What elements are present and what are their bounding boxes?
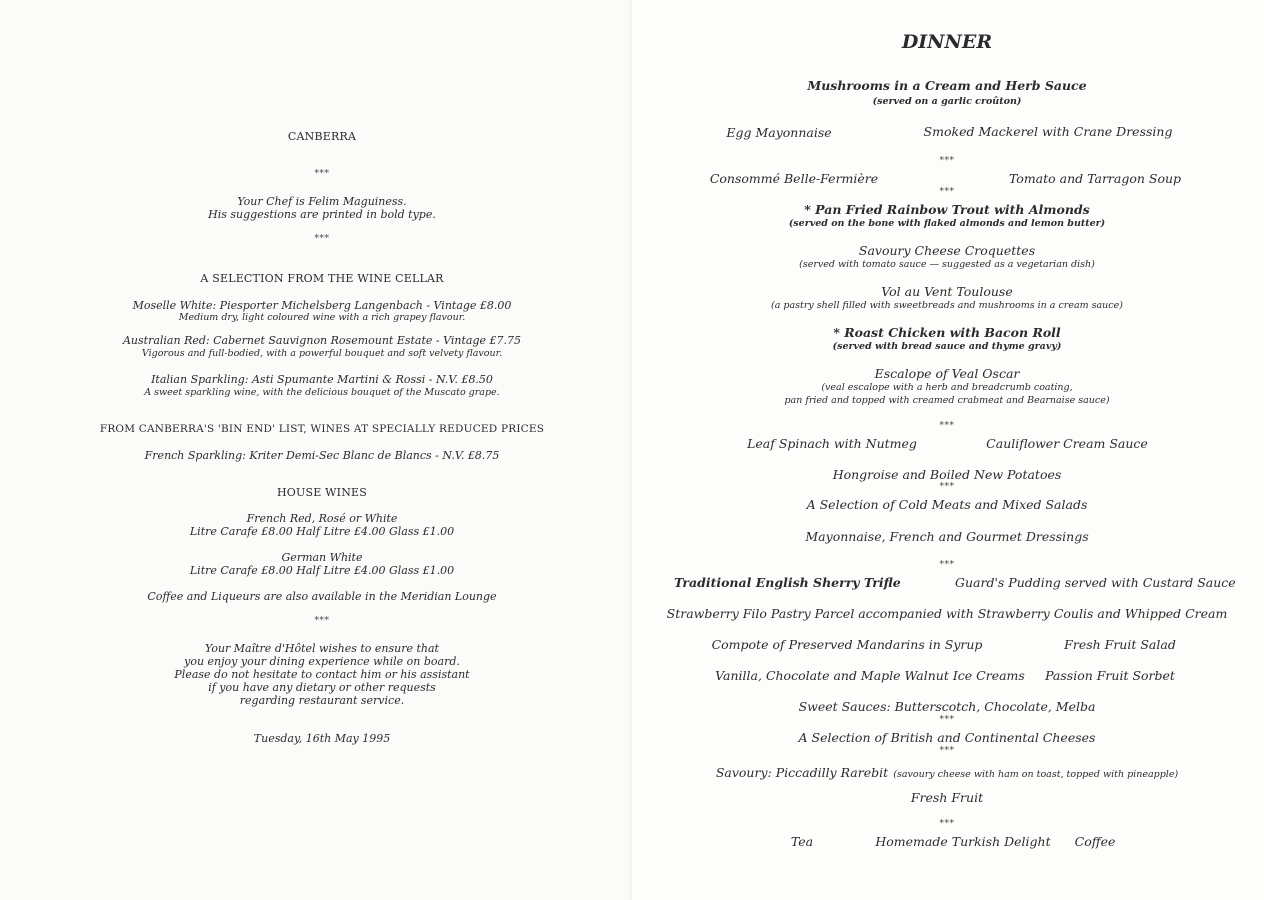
house-german-name: German White [281, 551, 363, 564]
menu-item: Leaf Spinach with Nutmeg [747, 436, 917, 451]
chef-line-1: Your Chef is Felim Maguiness. [237, 195, 407, 208]
separator: *** [939, 482, 955, 492]
maitre-line: Please do not hesitate to contact him or his assistant [174, 668, 470, 681]
bin-end-wine: French Sparkling: Kriter Demi-Sec Blanc de Blancs - N.V. £8.75 [144, 449, 500, 462]
maitre-line: you enjoy your dining experience while on board. [184, 655, 460, 668]
menu-item: Strawberry Filo Pastry Parcel accompanied with Strawberry Coulis and Whipped Cream [666, 606, 1228, 621]
separator: *** [939, 421, 955, 431]
house-german-prices: Litre Carafe £8.00 Half Litre £4.00 Glass £1.00 [189, 564, 455, 577]
menu-item: Savoury Cheese Croquettes [858, 243, 1036, 258]
menu-item-note: pan fried and topped with creamed crabmeat and Bearnaise sauce) [784, 395, 1110, 406]
wine-name: Moselle White: Piesporter Michelsberg Langenbach - Vintage £8.00 [132, 299, 512, 312]
menu-item: Egg Mayonnaise [726, 125, 832, 140]
wine-description: Medium dry, light coloured wine with a rich grapey flavour. [178, 312, 466, 323]
house-wines-heading: HOUSE WINES [277, 486, 367, 499]
menu-item: Savoury: Piccadilly Rarebit [715, 765, 889, 780]
menu-item-note: (served with bread sauce and thyme gravy) [832, 341, 1062, 352]
separator: *** [939, 746, 955, 756]
chef-suggestion-item: Traditional English Sherry Trifle [674, 575, 901, 590]
separator: *** [939, 819, 955, 829]
menu-item-note: (a pastry shell filled with sweetbreads and mushrooms in a cream sauce) [771, 300, 1123, 311]
coffee-note: Coffee and Liqueurs are also available in the Meridian Lounge [147, 590, 497, 603]
wine-description: A sweet sparkling wine, with the delicious bouquet of the Muscato grape. [144, 387, 500, 398]
wine-name: Italian Sparkling: Asti Spumante Martini & Rossi - N.V. £8.50 [151, 373, 493, 386]
menu-item: A Selection of Cold Meats and Mixed Salads [806, 497, 1088, 512]
menu-item: Sweet Sauces: Butterscotch, Chocolate, Melba [798, 699, 1096, 714]
menu-item: Smoked Mackerel with Crane Dressing [923, 124, 1173, 139]
chef-line-2: His suggestions are printed in bold type. [208, 208, 436, 221]
menu-item: Fresh Fruit [910, 790, 984, 805]
menu-item: Fresh Fruit Salad [1064, 637, 1176, 652]
menu-item: Homemade Turkish Delight [875, 834, 1051, 849]
menu-date: Tuesday, 16th May 1995 [253, 732, 391, 745]
savoury-line [716, 762, 1178, 781]
menu-item: Consommé Belle-Fermière [709, 171, 879, 186]
menu-item-note: (veal escalope with a herb and breadcrumb coating, [821, 382, 1073, 393]
separator: *** [314, 616, 330, 626]
chef-suggestion-item: * Pan Fried Rainbow Trout with Almonds [804, 202, 1090, 217]
menu-item-note: (served with tomato sauce — suggested as a vegetarian dish) [799, 259, 1095, 270]
separator: *** [939, 715, 955, 725]
menu-item: Tomato and Tarragon Soup [1008, 171, 1182, 186]
menu-item: Tea [790, 834, 814, 849]
right-page [632, 0, 1264, 900]
house-red-prices: Litre Carafe £8.00 Half Litre £4.00 Glass £1.00 [189, 525, 455, 538]
chef-suggestion-item: * Roast Chicken with Bacon Roll [833, 325, 1061, 340]
menu-item: Guard's Pudding served with Custard Sauce [955, 575, 1236, 590]
separator: *** [939, 156, 955, 166]
maitre-line: regarding restaurant service. [239, 694, 405, 707]
separator: *** [314, 169, 330, 179]
menu-item: Coffee [1074, 834, 1116, 849]
wine-cellar-heading: A SELECTION FROM THE WINE CELLAR [200, 272, 444, 285]
menu-item: Hongroise and Boiled New Potatoes [832, 467, 1062, 482]
menu-item-note: (served on a garlic croûton) [872, 96, 1022, 107]
menu-item: Vanilla, Chocolate and Maple Walnut Ice Creams [715, 668, 1025, 683]
house-red-name: French Red, Rosé or White [246, 512, 398, 525]
wine-name: Australian Red: Cabernet Sauvignon Rosemount Estate - Vintage £7.75 [122, 334, 522, 347]
menu-item: Mayonnaise, French and Gourmet Dressings [805, 529, 1089, 544]
menu-item: Cauliflower Cream Sauce [986, 436, 1148, 451]
menu-item: A Selection of British and Continental Cheeses [798, 730, 1096, 745]
menu-item: Passion Fruit Sorbet [1045, 668, 1175, 683]
maitre-line: if you have any dietary or other requests [208, 681, 436, 694]
menu-item-note: (savoury cheese with ham on toast, topped with pineapple) [893, 769, 1179, 780]
separator: *** [939, 560, 955, 570]
menu-item-note: (served on the bone with flaked almonds and lemon butter) [788, 218, 1106, 229]
separator: *** [939, 187, 955, 197]
separator: *** [314, 234, 330, 244]
menu-item: Vol au Vent Toulouse [881, 284, 1013, 299]
menu-item: Mushrooms in a Cream and Herb Sauce [807, 78, 1087, 93]
page-title: DINNER [901, 31, 993, 53]
menu-item: Compote of Preserved Mandarins in Syrup [711, 637, 983, 652]
wine-description: Vigorous and full-bodied, with a powerful bouquet and soft velvety flavour. [141, 348, 503, 359]
bin-end-heading: FROM CANBERRA'S 'BIN END' LIST, WINES AT SPECIALLY REDUCED PRICES [99, 423, 545, 435]
menu-item: Escalope of Veal Oscar [874, 366, 1020, 381]
maitre-line: Your Maître d'Hôtel wishes to ensure that [205, 642, 439, 655]
ship-name: CANBERRA [287, 130, 357, 143]
